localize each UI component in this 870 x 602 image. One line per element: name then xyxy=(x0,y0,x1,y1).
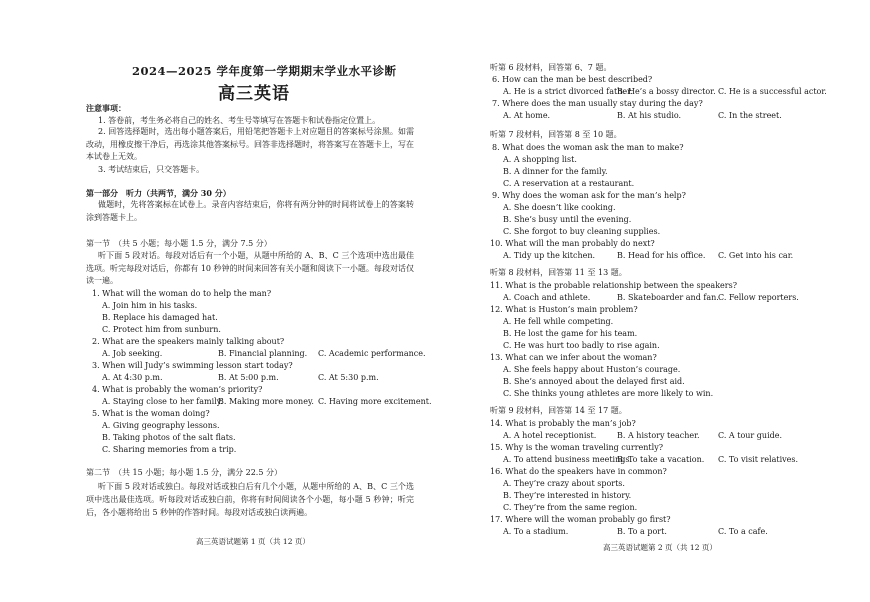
q13-option-c: C. She thinks young athletes are more likely to win. xyxy=(503,389,714,398)
q16-option-c: C. They’re from the same region. xyxy=(503,503,638,512)
q9-option-c: C. She forgot to buy cleaning supplies. xyxy=(503,227,661,236)
question-13: 13. What can we infer about the woman? xyxy=(490,353,657,362)
q15-option-a: A. To attend business meetings. xyxy=(503,455,633,464)
notice-3: 3. 考试结束后，只交答题卡。 xyxy=(98,165,205,174)
q8-option-c: C. A reservation at a restaurant. xyxy=(503,179,635,188)
q6-option-c: C. He is a successful actor. xyxy=(718,87,827,96)
question-7: 7. Where does the man usually stay during the day? xyxy=(492,99,703,108)
q14-option-c: C. A tour guide. xyxy=(718,431,783,440)
q17-option-a: A. To a stadium. xyxy=(503,527,569,536)
q12-option-a: A. He fell while competing. xyxy=(503,317,614,326)
part1-text: 做题时，先将答案标在试卷上。录音内容结束后，你将有两分钟的时间将试卷上的答案转涂到答题卡上。 xyxy=(86,200,414,222)
question-1: 1. What will the woman do to help the man? xyxy=(92,289,272,298)
q13-option-a: A. She feels happy about Huston’s courage. xyxy=(503,365,681,374)
group9-intro: 听第 9 段材料，回答第 14 至 17 题。 xyxy=(490,406,627,415)
q8-option-a: A. A shopping list. xyxy=(503,155,577,164)
q9-option-a: A. She doesn’t like cooking. xyxy=(503,203,616,212)
q11-option-b: B. Skateboarder and fan. xyxy=(617,293,719,302)
q5-option-c: C. Sharing memories from a trip. xyxy=(102,445,237,454)
q11-option-c: C. Fellow reporters. xyxy=(718,293,799,302)
q10-option-c: C. Get into his car. xyxy=(718,251,794,260)
group6-intro: 听第 6 段材料，回答第 6、7 题。 xyxy=(490,63,612,72)
q4-option-c: C. Having more excitement. xyxy=(318,397,432,406)
section1-text: 听下面 5 段对话。每段对话后有一个小题，从题中所给的 A、B、C 三个选项中选出最佳选项。听完每段对话后，你都有 10 秒钟的时间来回答有关小题和阅读下一小题。每段对话仅读一遍。 xyxy=(86,251,414,285)
q10-option-b: B. Head for his office. xyxy=(617,251,706,260)
q15-option-b: B. To take a vacation. xyxy=(617,455,705,464)
q3-option-a: A. At 4:30 p.m. xyxy=(102,373,163,382)
question-9: 9. Why does the woman ask for the man’s help? xyxy=(492,191,686,200)
q7-option-c: C. In the street. xyxy=(718,111,782,120)
page1-footer: 高三英语试题第 1 页（共 12 页） xyxy=(196,537,310,546)
notice-heading: 注意事项： xyxy=(86,103,126,113)
q15-option-c: C. To visit relatives. xyxy=(718,455,799,464)
q6-option-b: B. He’s a bossy director. xyxy=(617,87,716,96)
question-14: 14. What is probably the man’s job? xyxy=(490,419,636,428)
q7-option-b: B. At his studio. xyxy=(617,111,682,120)
q17-option-b: B. To a port. xyxy=(617,527,667,536)
notice-2: 2. 回答选择题时，选出每小题答案后，用铅笔把答题卡上对应题目的答案标号涂黑。如需改动，用橡皮擦干净后，再选涂其他答案标号。回答非选择题时，将答案写在答题卡上，写在本试卷上无效。 xyxy=(86,127,414,161)
q4-option-a: A. Staying close to her family. xyxy=(102,397,223,406)
question-17: 17. Where will the woman probably go first? xyxy=(490,515,671,524)
q16-option-b: B. They’re interested in history. xyxy=(503,491,632,500)
part1-heading: 第一部分 听力（共两节，满分 30 分） xyxy=(86,188,231,198)
q3-option-b: B. At 5:00 p.m. xyxy=(218,373,279,382)
question-12: 12. What is Huston’s main problem? xyxy=(490,305,638,314)
question-5: 5. What is the woman doing? xyxy=(92,409,210,418)
q16-option-a: A. They’re crazy about sports. xyxy=(503,479,625,488)
section2-heading: 第二节 （共 15 小题；每小题 1.5 分，满分 22.5 分） xyxy=(86,468,282,477)
q2-option-a: A. Job seeking. xyxy=(102,349,163,358)
question-6: 6. How can the man be best described? xyxy=(492,75,653,84)
q11-option-a: A. Coach and athlete. xyxy=(503,293,591,302)
q1-option-b: B. Replace his damaged hat. xyxy=(102,313,218,322)
question-11: 11. What is the probable relationship between the speakers? xyxy=(490,281,737,290)
section1-heading: 第一节 （共 5 小题；每小题 1.5 分，满分 7.5 分） xyxy=(86,239,272,248)
question-4: 4. What is probably the woman’s priority? xyxy=(92,385,263,394)
q9-option-b: B. She’s busy until the evening. xyxy=(503,215,632,224)
q1-option-c: C. Protect him from sunburn. xyxy=(102,325,221,334)
question-8: 8. What does the woman ask the man to make? xyxy=(492,143,684,152)
question-16: 16. What do the speakers have in common? xyxy=(490,467,667,476)
q4-option-b: B. Making more money. xyxy=(218,397,314,406)
q7-option-a: A. At home. xyxy=(503,111,551,120)
q17-option-c: C. To a cafe. xyxy=(718,527,768,536)
question-3: 3. When will Judy’s swimming lesson start today? xyxy=(92,361,293,370)
q12-option-c: C. He was hurt too badly to rise again. xyxy=(503,341,660,350)
q5-option-a: A. Giving geography lessons. xyxy=(102,421,220,430)
section2-text: 听下面 5 段对话或独白。每段对话或独白后有几个小题，从题中所给的 A、B、C 三个选项中选出最佳选项。听每段对话或独白前，你将有时间阅读各个小题，每小题 5 秒钟；听完后，各小题将给出 5 秒钟的作答时间。每段对话或独白读两遍。 xyxy=(86,482,414,517)
q6-option-a: A. He is a strict divorced father. xyxy=(503,87,633,96)
exam-title: 2024—2025 学年度第一学期期末学业水平诊断 xyxy=(132,64,397,78)
q14-option-a: A. A hotel receptionist. xyxy=(503,431,597,440)
q5-option-b: B. Taking photos of the salt flats. xyxy=(102,433,236,442)
q2-option-c: C. Academic performance. xyxy=(318,349,426,358)
q2-option-b: B. Financial planning. xyxy=(218,349,308,358)
q8-option-b: B. A dinner for the family. xyxy=(503,167,608,176)
q14-option-b: B. A history teacher. xyxy=(617,431,700,440)
notice-1: 1. 答卷前，考生务必将自己的姓名、考生号等填写在答题卡和试卷指定位置上。 xyxy=(98,116,381,125)
group8-intro: 听第 8 段材料，回答第 11 至 13 题。 xyxy=(490,268,627,277)
group7-intro: 听第 7 段材料，回答第 8 至 10 题。 xyxy=(490,130,622,139)
q1-option-a: A. Join him in his tasks. xyxy=(102,301,198,310)
q12-option-b: B. He lost the game for his team. xyxy=(503,329,638,338)
question-15: 15. Why is the woman traveling currently? xyxy=(490,443,664,452)
page2-footer: 高三英语试题第 2 页（共 12 页） xyxy=(603,543,717,552)
q13-option-b: B. She’s annoyed about the delayed first aid. xyxy=(503,377,685,386)
q10-option-a: A. Tidy up the kitchen. xyxy=(503,251,596,260)
question-2: 2. What are the speakers mainly talking about? xyxy=(92,337,285,346)
subject-title: 高三英语 xyxy=(218,84,290,104)
q3-option-c: C. At 5:30 p.m. xyxy=(318,373,379,382)
question-10: 10. What will the man probably do next? xyxy=(490,239,655,248)
